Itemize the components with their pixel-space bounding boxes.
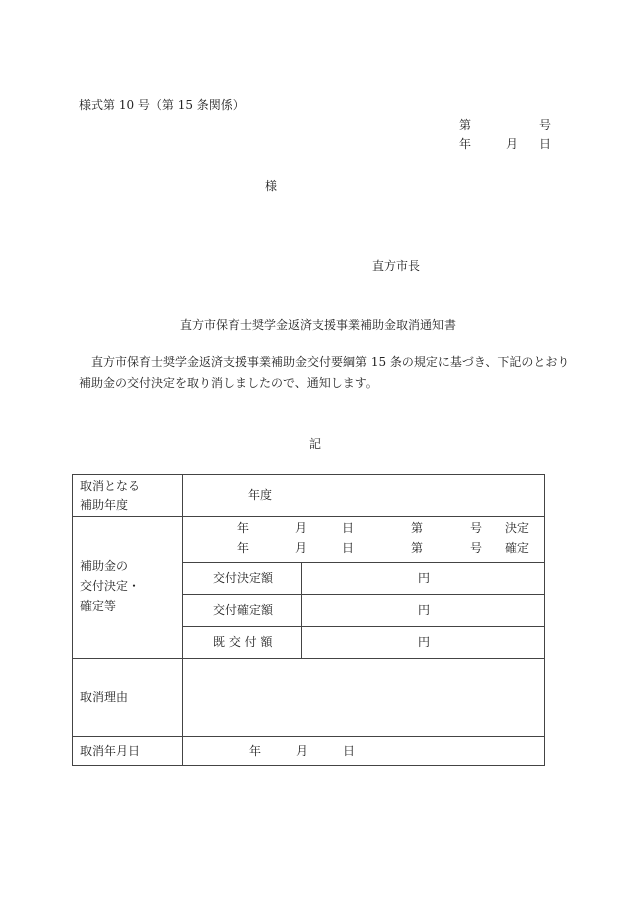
row4-month: 月 bbox=[296, 744, 309, 758]
form-table bbox=[72, 474, 545, 766]
ki-heading: 記 bbox=[309, 437, 322, 451]
confirm-year: 年 bbox=[237, 541, 250, 555]
decision-month: 月 bbox=[295, 521, 308, 535]
row2-label-line1: 補助金の bbox=[80, 559, 129, 573]
row2-label-line2: 交付決定・ bbox=[80, 579, 141, 593]
amount-label-kikofu: 既 交 付 額 bbox=[213, 635, 273, 649]
doc-number-go: 号 bbox=[539, 118, 552, 132]
row1-nendo: 年度 bbox=[248, 488, 273, 502]
decision-year: 年 bbox=[237, 521, 250, 535]
amount-label-kofu-kettei: 交付決定額 bbox=[213, 571, 274, 585]
row4-label: 取消年月日 bbox=[80, 744, 141, 758]
amount-unit: 円 bbox=[418, 571, 431, 585]
decision-go: 号 bbox=[470, 521, 483, 535]
row1-label-line1: 取消となる bbox=[80, 479, 141, 493]
table-hline bbox=[73, 658, 544, 659]
doc-number-dai: 第 bbox=[459, 118, 472, 132]
decision-day: 日 bbox=[342, 521, 355, 535]
row4-year: 年 bbox=[249, 744, 262, 758]
row2-label-line3: 確定等 bbox=[80, 599, 117, 613]
date-year: 年 bbox=[459, 137, 472, 151]
form-number: 様式第 10 号（第 15 条関係） bbox=[79, 98, 245, 112]
decision-kind: 決定 bbox=[505, 521, 530, 535]
decision-dai: 第 bbox=[411, 521, 424, 535]
table-hline bbox=[73, 736, 544, 737]
date-day: 日 bbox=[539, 137, 552, 151]
table-vline bbox=[182, 475, 183, 765]
body-line-2: 補助金の交付決定を取り消しましたので、通知します。 bbox=[79, 376, 378, 390]
sender-name: 直方市長 bbox=[372, 259, 421, 273]
table-hline bbox=[183, 562, 544, 563]
confirm-day: 日 bbox=[342, 541, 355, 555]
amount-unit: 円 bbox=[418, 635, 431, 649]
confirm-dai: 第 bbox=[411, 541, 424, 555]
confirm-month: 月 bbox=[295, 541, 308, 555]
confirm-go: 号 bbox=[470, 541, 483, 555]
table-vline bbox=[301, 562, 302, 658]
amount-label-kofu-kakutei: 交付確定額 bbox=[213, 603, 274, 617]
body-line-1: 直方市保育士奨学金返済支援事業補助金交付要綱第 15 条の規定に基づき、下記のとおり bbox=[91, 355, 570, 369]
confirm-kind: 確定 bbox=[505, 541, 530, 555]
table-hline bbox=[183, 626, 544, 627]
addressee-sama: 様 bbox=[265, 179, 278, 193]
row1-label-line2: 補助年度 bbox=[80, 498, 129, 512]
document-title: 直方市保育士奨学金返済支援事業補助金取消通知書 bbox=[180, 318, 457, 332]
amount-unit: 円 bbox=[418, 603, 431, 617]
table-hline bbox=[183, 594, 544, 595]
date-month: 月 bbox=[506, 137, 519, 151]
row4-day: 日 bbox=[343, 744, 356, 758]
row3-label: 取消理由 bbox=[80, 690, 129, 704]
